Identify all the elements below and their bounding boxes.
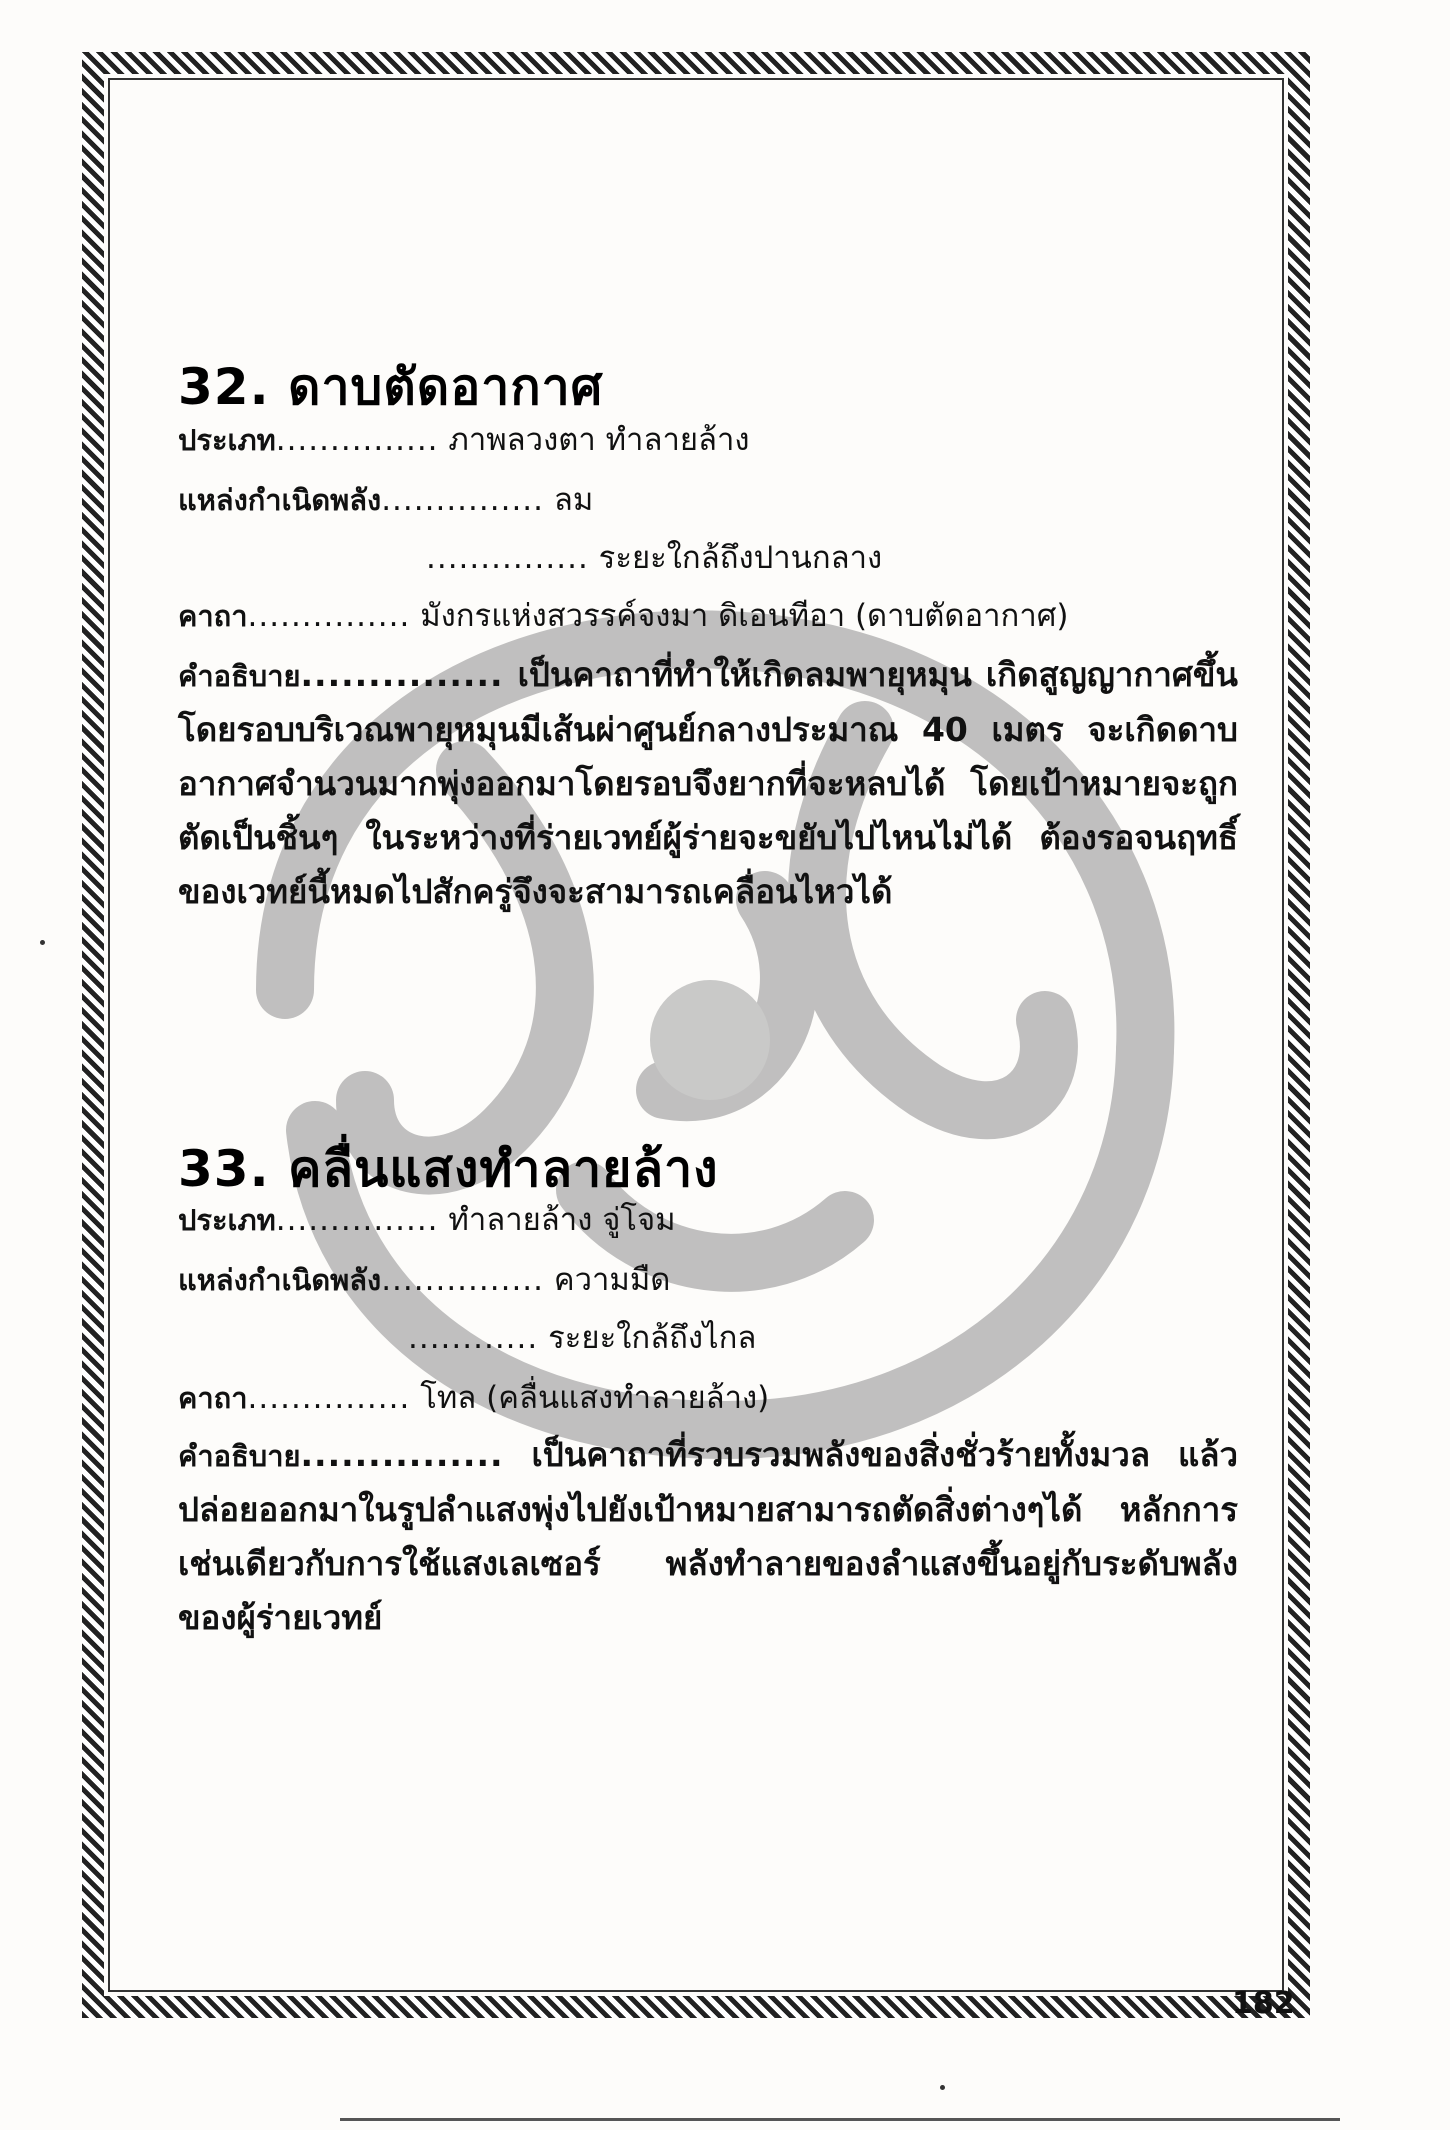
type-label: ประเภท (178, 1203, 276, 1237)
leader-dots: ............ (408, 1320, 539, 1356)
description-label: คำอธิบาย (178, 659, 301, 693)
section-33-incantation-row (178, 1378, 1238, 1418)
scan-bottom-edge (340, 2118, 1340, 2121)
incantation-label: คาถา (178, 1381, 248, 1415)
source-label: แหล่งกำเนิดพลัง (178, 1263, 382, 1297)
scan-speck (40, 940, 45, 945)
leader-dots: ............... (247, 1380, 411, 1416)
section-32-description (178, 648, 1238, 919)
source-value: ความมืด (553, 1262, 671, 1298)
description-label: คำอธิบาย (178, 1439, 301, 1473)
leader-dots: ............... (426, 540, 589, 576)
section-32-source-row (178, 480, 1238, 520)
description-value: เป็นคาถาที่รวบรวมพลังของสิ่งชั่วร้ายทั้งมวล แล้วปล่อยออกมาในรูปลำแสงพุ่งไปยังเป้าหมายสามารถตัดสิ่งต่างๆได้ หลักการเช่นเดียวกับการใช้แสงเลเซอร์ พลังทำลายของลำแสงขึ้นอยู่กับระดับพลังของผู้ร่ายเวทย์ (178, 1435, 1238, 1637)
leader-dots: ............... (275, 1202, 439, 1238)
section-33-source-row (178, 1260, 1238, 1300)
incantation-label: คาถา (178, 599, 248, 633)
source-label: แหล่งกำเนิดพลัง (178, 483, 382, 517)
leader-dots: ............... (275, 422, 439, 458)
source-value: ลม (553, 482, 594, 518)
section-32-range-row (426, 538, 1226, 578)
section-33-description (178, 1428, 1238, 1645)
range-value: ระยะใกล้ถึงไกล (548, 1320, 757, 1356)
scan-speck (940, 2085, 945, 2090)
type-label: ประเภท (178, 423, 276, 457)
page-number: 182 (1232, 1986, 1295, 2021)
incantation-value: มังกรแห่งสวรรค์จงมา ดิเอนทีอา (ดาบตัดอากาศ) (420, 598, 1069, 634)
section-33-type-row (178, 1200, 1238, 1240)
section-32-title: 32. ดาบตัดอากาศ (178, 358, 604, 416)
leader-dots: ............... (381, 482, 545, 518)
leader-dots: ............... (300, 655, 504, 694)
section-33-title: 33. คลื่นแสงทำลายล้าง (178, 1140, 719, 1198)
description-value: เป็นคาถาที่ทำให้เกิดลมพายุหมุน เกิดสูญญากาศขึ้นโดยรอบบริเวณพายุหมุนมีเส้นผ่าศูนย์กลางประมาณ 40 เมตร จะเกิดดาบอากาศจำนวนมากพุ่งออกมาโดยรอบจึงยากที่จะหลบได้ โดยเป้าหมายจะถูกตัดเป็นชิ้นๆ ในระหว่างที่ร่ายเวทย์ผู้ร่ายจะขยับไปไหนไม่ได้ ต้องรอจนฤทธิ์ของเวทย์นี้หมดไปสักครู่จึงจะสามารถเคลื่อนไหวได้ (178, 655, 1238, 911)
type-value: ภาพลวงตา ทำลายล้าง (448, 422, 750, 458)
range-value: ระยะใกล้ถึงปานกลาง (598, 540, 883, 576)
incantation-value: โทล (คลื่นแสงทำลายล้าง) (420, 1380, 770, 1416)
section-32-incantation-row (178, 596, 1238, 636)
section-33-range-row (408, 1318, 1208, 1358)
section-32-type-row (178, 420, 1238, 460)
leader-dots: ............... (300, 1435, 504, 1474)
type-value: ทำลายล้าง จู่โจม (448, 1202, 676, 1238)
leader-dots: ............... (381, 1262, 545, 1298)
leader-dots: ............... (247, 598, 411, 634)
